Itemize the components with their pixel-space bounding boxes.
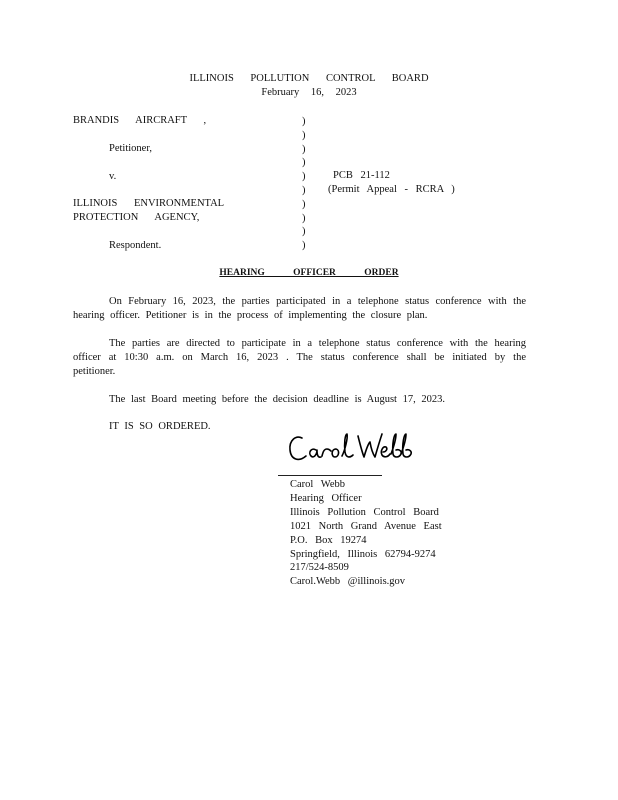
paren: ): [302, 157, 306, 169]
board-name: ILLINOIS POLLUTION CONTROL BOARD: [189, 73, 429, 84]
signer-phone: 217/524-8509: [290, 562, 349, 574]
paragraph-2: [73, 337, 526, 379]
paren: ): [302, 143, 306, 155]
paragraph-3-text: The last Board meeting before the decision deadline is August 17, 2023.: [109, 394, 445, 405]
paren: ): [302, 198, 306, 210]
paren: ): [302, 240, 306, 252]
signer-org: Illinois Pollution Control Board: [290, 506, 439, 518]
signer-name: Carol Webb: [290, 479, 345, 490]
petitioner-name: BRANDIS AIRCRAFT ,: [73, 115, 207, 126]
paragraph-4-text: IT IS SO ORDERED.: [109, 421, 211, 432]
caption-parens: [302, 115, 306, 253]
handwritten-signature: [284, 428, 416, 472]
paren: ): [302, 116, 306, 127]
document-date: February 16, 2023: [261, 87, 357, 98]
paragraph-1-text: On February 16, 2023, the parties participated in a telephone status conference with the hearing officer. Petitioner is in the process of implementing the closure plan.: [73, 296, 526, 321]
paren: ): [302, 226, 306, 238]
paragraph-3: [73, 393, 526, 407]
petitioner-role: Petitioner,: [109, 143, 153, 154]
paragraph-1: [73, 295, 526, 323]
signer-title: Hearing Officer: [290, 492, 362, 504]
paren: ): [302, 129, 306, 141]
paren: ): [302, 171, 306, 183]
case-number: PCB 21-112: [333, 170, 390, 181]
signer-po-box: P.O. Box 19274: [290, 534, 367, 546]
respondent-role: Respondent.: [109, 240, 162, 251]
signer-email: Carol.Webb @illinois.gov: [290, 576, 406, 588]
signature-line: [278, 475, 382, 476]
paren: ): [302, 212, 306, 224]
respondent-name-line1: ILLINOIS ENVIRONMENTAL: [73, 198, 225, 209]
versus-label: v.: [109, 171, 117, 182]
signature-block: [290, 478, 442, 589]
paren: ): [302, 184, 306, 196]
respondent-name-line2: PROTECTION AGENCY,: [73, 212, 200, 223]
paragraph-2-text: The parties are directed to participate in a telephone status conference with the hearing officer at 10:30 a.m. on March 16, 2023 . The status conference shall be initiated by the petitioner.: [73, 338, 526, 377]
signer-address: 1021 North Grand Avenue East: [290, 520, 442, 532]
case-type: (Permit Appeal - RCRA ): [328, 184, 455, 195]
signer-city: Springfield, Illinois 62794-9274: [290, 548, 436, 560]
order-title: HEARING OFFICER ORDER: [219, 268, 399, 278]
